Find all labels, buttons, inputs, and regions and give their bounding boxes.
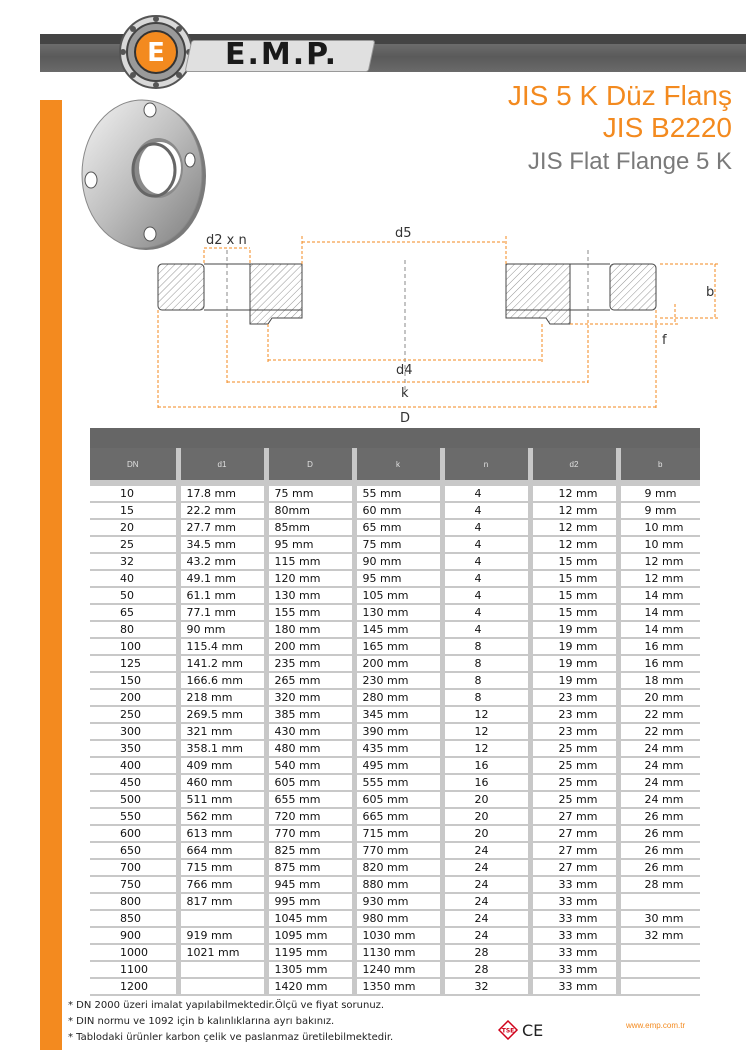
footnote: * DN 2000 üzeri imalat yapılabilmektedir.Ölçü ve fiyat sorunuz.	[68, 1000, 385, 1011]
table-cell: 19 mm	[530, 621, 618, 638]
table-cell: 24 mm	[618, 774, 700, 791]
table-row	[90, 536, 700, 553]
table-cell: 715 mm	[354, 825, 442, 842]
table-cell: 75 mm	[266, 483, 354, 502]
table-cell: 400	[90, 757, 178, 774]
col-header: DN	[90, 448, 178, 483]
table-cell: 15 mm	[530, 553, 618, 570]
table-cell: 33 mm	[530, 910, 618, 927]
table-row	[90, 808, 700, 825]
table-cell: 22 mm	[618, 706, 700, 723]
table-cell: 540 mm	[266, 757, 354, 774]
table-cell: 12 mm	[530, 519, 618, 536]
table-cell: 409 mm	[178, 757, 266, 774]
table-cell: 1021 mm	[178, 944, 266, 961]
table-cell: 50	[90, 587, 178, 604]
table-cell: 555 mm	[354, 774, 442, 791]
label-d5: d5	[395, 226, 412, 241]
table-cell: 27 mm	[530, 825, 618, 842]
dimension-table	[90, 428, 700, 996]
table-cell: 1095 mm	[266, 927, 354, 944]
table-cell: 875 mm	[266, 859, 354, 876]
table-row	[90, 638, 700, 655]
table-cell: 8	[442, 638, 530, 655]
table-row	[90, 944, 700, 961]
table-cell: 4	[442, 604, 530, 621]
table-cell: 25 mm	[530, 740, 618, 757]
table-cell: 655 mm	[266, 791, 354, 808]
table-cell: 321 mm	[178, 723, 266, 740]
table-row	[90, 483, 700, 502]
table-cell: 26 mm	[618, 808, 700, 825]
table-cell: 95 mm	[266, 536, 354, 553]
table-cell: 24	[442, 842, 530, 859]
table-cell: 15 mm	[530, 570, 618, 587]
table-cell: 20	[90, 519, 178, 536]
table-row	[90, 791, 700, 808]
table-cell: 435 mm	[354, 740, 442, 757]
table-cell: 65	[90, 604, 178, 621]
table-cell: 700	[90, 859, 178, 876]
table-cell: 77.1 mm	[178, 604, 266, 621]
table-cell: 480 mm	[266, 740, 354, 757]
table-cell: 4	[442, 483, 530, 502]
table-row	[90, 927, 700, 944]
tse-ce-marks	[498, 1020, 558, 1040]
table-cell: 8	[442, 672, 530, 689]
table-cell: 1130 mm	[354, 944, 442, 961]
table-cell: 15 mm	[530, 587, 618, 604]
table-cell: 8	[442, 655, 530, 672]
side-accent-bar	[40, 100, 62, 1050]
table-cell: 75 mm	[354, 536, 442, 553]
table-cell: 1195 mm	[266, 944, 354, 961]
table-cell: 23 mm	[530, 706, 618, 723]
ce-mark: CE	[522, 1021, 544, 1040]
col-header: d1	[178, 448, 266, 483]
table-cell: 919 mm	[178, 927, 266, 944]
table-cell: 24	[442, 859, 530, 876]
logo-emblem	[118, 14, 194, 90]
website-link[interactable]: www.emp.com.tr	[626, 1021, 686, 1030]
table-cell: 817 mm	[178, 893, 266, 910]
table-cell: 511 mm	[178, 791, 266, 808]
table-cell: 10	[90, 483, 178, 502]
table-row	[90, 604, 700, 621]
certification-marks	[498, 1020, 558, 1044]
table-cell: 1350 mm	[354, 978, 442, 995]
table-cell	[178, 910, 266, 927]
table-cell: 20 mm	[618, 689, 700, 706]
table-row	[90, 910, 700, 927]
table-cell: 24	[442, 927, 530, 944]
table-cell: 1045 mm	[266, 910, 354, 927]
table-row	[90, 876, 700, 893]
table-cell: 95 mm	[354, 570, 442, 587]
table-cell: 90 mm	[178, 621, 266, 638]
table-cell: 280 mm	[354, 689, 442, 706]
table-cell: 650	[90, 842, 178, 859]
table-row	[90, 553, 700, 570]
table-cell: 19 mm	[530, 655, 618, 672]
table-cell: 30 mm	[618, 910, 700, 927]
table-cell: 218 mm	[178, 689, 266, 706]
table-cell: 24 mm	[618, 757, 700, 774]
table-cell: 250	[90, 706, 178, 723]
table-cell: 665 mm	[354, 808, 442, 825]
table-cell: 32 mm	[618, 927, 700, 944]
table-cell: 390 mm	[354, 723, 442, 740]
table-cell: 33 mm	[530, 876, 618, 893]
table-cell: 900	[90, 927, 178, 944]
table-cell: 825 mm	[266, 842, 354, 859]
table-cell: 115 mm	[266, 553, 354, 570]
table-cell: 19 mm	[530, 672, 618, 689]
table-row	[90, 502, 700, 519]
table-cell: 9 mm	[618, 502, 700, 519]
table-row	[90, 587, 700, 604]
table-cell: 1100	[90, 961, 178, 978]
table-top-band	[90, 428, 700, 448]
table-cell: 130 mm	[266, 587, 354, 604]
table-cell: 1030 mm	[354, 927, 442, 944]
table-cell: 26 mm	[618, 842, 700, 859]
label-k: k	[401, 386, 409, 401]
table-cell: 8	[442, 689, 530, 706]
table-cell: 12	[442, 723, 530, 740]
table-cell: 385 mm	[266, 706, 354, 723]
table-cell: 605 mm	[266, 774, 354, 791]
table-row	[90, 978, 700, 995]
table-cell: 27.7 mm	[178, 519, 266, 536]
table-cell: 770 mm	[354, 842, 442, 859]
table-cell: 10 mm	[618, 536, 700, 553]
table-cell: 613 mm	[178, 825, 266, 842]
table-cell: 85mm	[266, 519, 354, 536]
table-row	[90, 825, 700, 842]
table-cell: 320 mm	[266, 689, 354, 706]
table-cell: 14 mm	[618, 587, 700, 604]
table-cell: 27 mm	[530, 808, 618, 825]
table-cell	[618, 978, 700, 995]
table-cell: 664 mm	[178, 842, 266, 859]
table-row	[90, 689, 700, 706]
table-cell: 23 mm	[530, 723, 618, 740]
table-cell: 25	[90, 536, 178, 553]
table-cell: 180 mm	[266, 621, 354, 638]
table-cell: 65 mm	[354, 519, 442, 536]
tse-label: TSE	[501, 1027, 515, 1035]
table-cell: 24	[442, 910, 530, 927]
table-cell: 766 mm	[178, 876, 266, 893]
table-cell: 33 mm	[530, 978, 618, 995]
table-cell: 24	[442, 893, 530, 910]
logo-letter: E	[147, 38, 165, 68]
col-header: b	[618, 448, 700, 483]
table-cell: 166.6 mm	[178, 672, 266, 689]
table-cell: 850	[90, 910, 178, 927]
table-cell: 145 mm	[354, 621, 442, 638]
table-cell: 28	[442, 961, 530, 978]
table-row	[90, 859, 700, 876]
table-cell: 28	[442, 944, 530, 961]
table-cell: 550	[90, 808, 178, 825]
table-cell: 1240 mm	[354, 961, 442, 978]
col-header: k	[354, 448, 442, 483]
col-header: D	[266, 448, 354, 483]
table-cell: 1000	[90, 944, 178, 961]
table-cell: 20	[442, 791, 530, 808]
table-cell: 115.4 mm	[178, 638, 266, 655]
table-cell: 130 mm	[354, 604, 442, 621]
table-cell: 24	[442, 876, 530, 893]
table-cell: 49.1 mm	[178, 570, 266, 587]
table-cell: 60 mm	[354, 502, 442, 519]
table-cell: 26 mm	[618, 825, 700, 842]
table-row	[90, 672, 700, 689]
table-cell	[618, 944, 700, 961]
table-cell: 800	[90, 893, 178, 910]
table-cell: 90 mm	[354, 553, 442, 570]
table-cell: 19 mm	[530, 638, 618, 655]
table-cell: 269.5 mm	[178, 706, 266, 723]
table-cell: 32	[90, 553, 178, 570]
table-cell: 930 mm	[354, 893, 442, 910]
table-cell	[618, 893, 700, 910]
table-cell: 9 mm	[618, 483, 700, 502]
table-cell: 16 mm	[618, 655, 700, 672]
table-cell: 4	[442, 536, 530, 553]
table-cell: 14 mm	[618, 604, 700, 621]
table-cell: 12	[442, 740, 530, 757]
table-cell: 33 mm	[530, 961, 618, 978]
table-cell: 200	[90, 689, 178, 706]
title-standard: JIS B2220	[602, 112, 732, 143]
table-cell: 4	[442, 519, 530, 536]
table-cell: 20	[442, 825, 530, 842]
table-cell: 125	[90, 655, 178, 672]
table-cell: 230 mm	[354, 672, 442, 689]
table-cell: 200 mm	[354, 655, 442, 672]
table-cell: 4	[442, 553, 530, 570]
table-cell: 200 mm	[266, 638, 354, 655]
table-row	[90, 570, 700, 587]
table-cell: 430 mm	[266, 723, 354, 740]
table-row	[90, 655, 700, 672]
table-cell: 995 mm	[266, 893, 354, 910]
table-cell	[178, 978, 266, 995]
table-cell: 4	[442, 570, 530, 587]
col-header: n	[442, 448, 530, 483]
table-cell: 40	[90, 570, 178, 587]
table-cell: 24 mm	[618, 740, 700, 757]
table-cell: 22 mm	[618, 723, 700, 740]
table-row	[90, 961, 700, 978]
table-cell: 600	[90, 825, 178, 842]
table-cell: 150	[90, 672, 178, 689]
table-cell: 350	[90, 740, 178, 757]
table-cell	[618, 961, 700, 978]
table-cell: 120 mm	[266, 570, 354, 587]
label-D: D	[400, 411, 411, 426]
label-b: b	[706, 285, 715, 300]
table-cell: 4	[442, 502, 530, 519]
table-cell: 165 mm	[354, 638, 442, 655]
table-cell: 32	[442, 978, 530, 995]
table-cell: 450	[90, 774, 178, 791]
table-cell: 358.1 mm	[178, 740, 266, 757]
table-cell: 25 mm	[530, 757, 618, 774]
table-cell: 80mm	[266, 502, 354, 519]
table-cell: 16	[442, 757, 530, 774]
table-cell: 25 mm	[530, 774, 618, 791]
table-cell: 345 mm	[354, 706, 442, 723]
table-cell: 33 mm	[530, 927, 618, 944]
table-cell: 18 mm	[618, 672, 700, 689]
table-cell: 24 mm	[618, 791, 700, 808]
label-d4: d4	[396, 363, 413, 378]
table-cell: 16	[442, 774, 530, 791]
table-cell: 1200	[90, 978, 178, 995]
table-cell: 25 mm	[530, 791, 618, 808]
table-cell: 15 mm	[530, 604, 618, 621]
table-cell: 14 mm	[618, 621, 700, 638]
table-cell: 495 mm	[354, 757, 442, 774]
table-cell: 770 mm	[266, 825, 354, 842]
table-cell: 141.2 mm	[178, 655, 266, 672]
brand-name: E.M.P.	[224, 37, 338, 72]
table-cell: 750	[90, 876, 178, 893]
table-cell: 27 mm	[530, 859, 618, 876]
table-cell: 1305 mm	[266, 961, 354, 978]
emp-logo	[118, 14, 194, 94]
table-cell: 980 mm	[354, 910, 442, 927]
table-cell: 880 mm	[354, 876, 442, 893]
table-cell	[178, 961, 266, 978]
table-cell: 235 mm	[266, 655, 354, 672]
table-row	[90, 893, 700, 910]
table-cell: 15	[90, 502, 178, 519]
table-cell: 4	[442, 621, 530, 638]
table-row	[90, 842, 700, 859]
table-cell: 10 mm	[618, 519, 700, 536]
table-cell: 1420 mm	[266, 978, 354, 995]
footnotes	[68, 998, 393, 1046]
table-cell: 720 mm	[266, 808, 354, 825]
table-cell: 100	[90, 638, 178, 655]
table-cell: 460 mm	[178, 774, 266, 791]
table-cell: 17.8 mm	[178, 483, 266, 502]
title-english: JIS Flat Flange 5 K	[527, 148, 732, 175]
table-cell: 105 mm	[354, 587, 442, 604]
table-cell: 27 mm	[530, 842, 618, 859]
label-d2xn: d2 x n	[206, 233, 247, 248]
table-row	[90, 774, 700, 791]
table-cell: 26 mm	[618, 859, 700, 876]
table-cell: 715 mm	[178, 859, 266, 876]
table-cell: 34.5 mm	[178, 536, 266, 553]
table-row	[90, 757, 700, 774]
table-row	[90, 740, 700, 757]
footnote: * Tablodaki ürünler karbon çelik ve paslanmaz üretilebilmektedir.	[68, 1032, 394, 1043]
table-row	[90, 723, 700, 740]
table-cell: 155 mm	[266, 604, 354, 621]
table-row	[90, 519, 700, 536]
table-cell: 500	[90, 791, 178, 808]
footnote: * DIN normu ve 1092 için b kalınlıklarına ayrı bakınız.	[68, 1016, 335, 1027]
table-cell: 80	[90, 621, 178, 638]
table-cell: 33 mm	[530, 893, 618, 910]
flange-drawing	[120, 220, 720, 430]
table-cell: 12 mm	[530, 502, 618, 519]
table-cell: 300	[90, 723, 178, 740]
table-cell: 20	[442, 808, 530, 825]
table-cell: 23 mm	[530, 689, 618, 706]
table-cell: 16 mm	[618, 638, 700, 655]
table-cell: 12 mm	[618, 570, 700, 587]
table-cell: 55 mm	[354, 483, 442, 502]
table-cell: 43.2 mm	[178, 553, 266, 570]
title-turkish: JIS 5 K Düz Flanş	[507, 80, 732, 111]
table-cell: 12 mm	[530, 483, 618, 502]
table-row	[90, 706, 700, 723]
col-header: d2	[530, 448, 618, 483]
label-f: f	[662, 333, 667, 348]
table-row	[90, 621, 700, 638]
table-cell: 945 mm	[266, 876, 354, 893]
table-cell: 562 mm	[178, 808, 266, 825]
table-cell: 265 mm	[266, 672, 354, 689]
table-cell: 12 mm	[530, 536, 618, 553]
table-cell: 12	[442, 706, 530, 723]
table-cell: 28 mm	[618, 876, 700, 893]
table-cell: 33 mm	[530, 944, 618, 961]
table-cell: 61.1 mm	[178, 587, 266, 604]
table-cell: 605 mm	[354, 791, 442, 808]
table-header-row	[90, 448, 700, 483]
table-cell: 4	[442, 587, 530, 604]
table-cell: 22.2 mm	[178, 502, 266, 519]
table-cell: 12 mm	[618, 553, 700, 570]
table-cell: 820 mm	[354, 859, 442, 876]
